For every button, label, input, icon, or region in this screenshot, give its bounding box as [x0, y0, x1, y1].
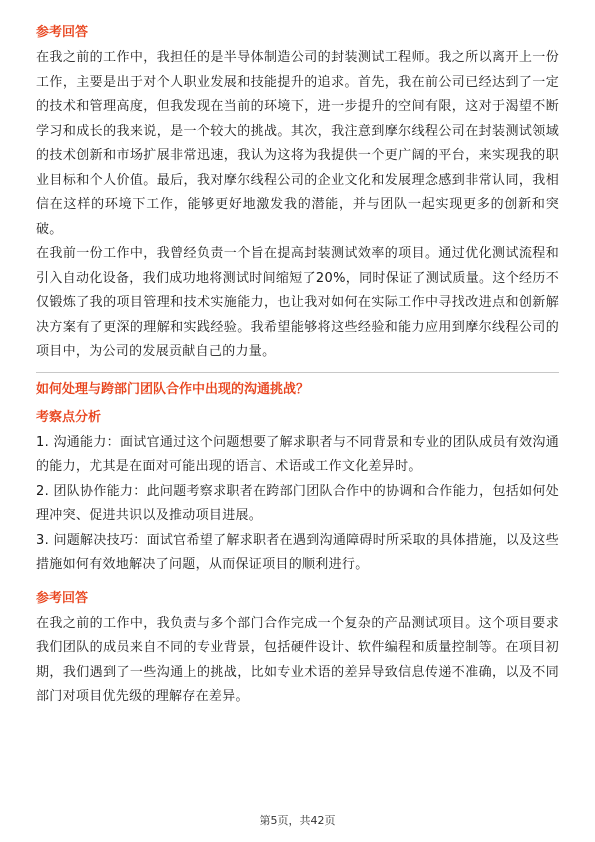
answer-paragraph: 在我前一份工作中，我曾经负责一个旨在提高封装测试效率的项目。通过优化测试流程和引入自动化设备，我们成功地将测试时间缩短了20%，同时保证了测试质量。这个经历不仅锻炼了我的项目管理和技术实施能力，也让我对如何在实际工作中寻找改进点和创新解决方案有了更深的理解和实践经验。我希望能够将这些经验和能力应用到摩尔线程公司的项目中，为公司的发展贡献自己的力量。: [36, 246, 559, 359]
answer-paragraph: 在我之前的工作中，我负责与多个部门合作完成一个复杂的产品测试项目。这个项目要求我们团队的成员来自不同的专业背景，包括硬件设计、软件编程和质量控制等。在项目初期，我们遇到了一些沟通上的挑战，比如专业术语的差异导致信息传递不准确，以及不同部门对项目优先级的理解存在差异。: [36, 615, 559, 704]
reference-answer-heading: 参考回答: [36, 25, 89, 40]
reference-answer-heading: 参考回答: [36, 590, 89, 606]
analysis-point: 3. 问题解决技巧：面试官希望了解求职者在遇到沟通障碍时所采取的具体措施，以及这些措施如何有效地解决了问题，从而保证项目的顺利进行。: [36, 532, 559, 572]
analysis-point: 2. 团队协作能力：此问题考察求职者在跨部门团队合作中的协调和合作能力，包括如何处理冲突、促进共识以及推动项目进展。: [36, 483, 559, 523]
question-heading: 如何处理与跨部门团队合作中出现的沟通挑战？: [36, 381, 310, 397]
answer-paragraph: 在我之前的工作中，我担任的是半导体制造公司的封装测试工程师。我之所以离开上一份工作，主要是出于对个人职业发展和技能提升的追求。首先，我在前公司已经达到了一定的技术和管理高度，但我发现在当前的环境下，进一步提升的空间有限，这对于渴望不断学习和成长的我来说，是一个较大的挑战。其次，我注意到摩尔线程公司在封装测试领域的技术创新和市场扩展非常迅速，我认为这将为我提供一个更广阔的平台，来实现我的职业目标和个人价值。最后，我对摩尔线程公司的企业文化和发展理念感到非常认同，我相信在这样的环境下工作，能够更好地激发我的潜能，并与团队一起实现更多的创新和突破。: [36, 50, 559, 237]
page-number: 第5页，共42页: [259, 814, 336, 827]
document-page: [36, 22, 559, 710]
analysis-heading: 考察点分析: [36, 409, 102, 425]
spacer: [36, 578, 559, 588]
analysis-point: 1. 沟通能力：面试官通过这个问题想要了解求职者与不同背景和专业的团队成员有效沟通的能力，尤其是在面对可能出现的语言、术语或工作文化差异时。: [36, 434, 559, 474]
section-divider: [36, 372, 559, 373]
